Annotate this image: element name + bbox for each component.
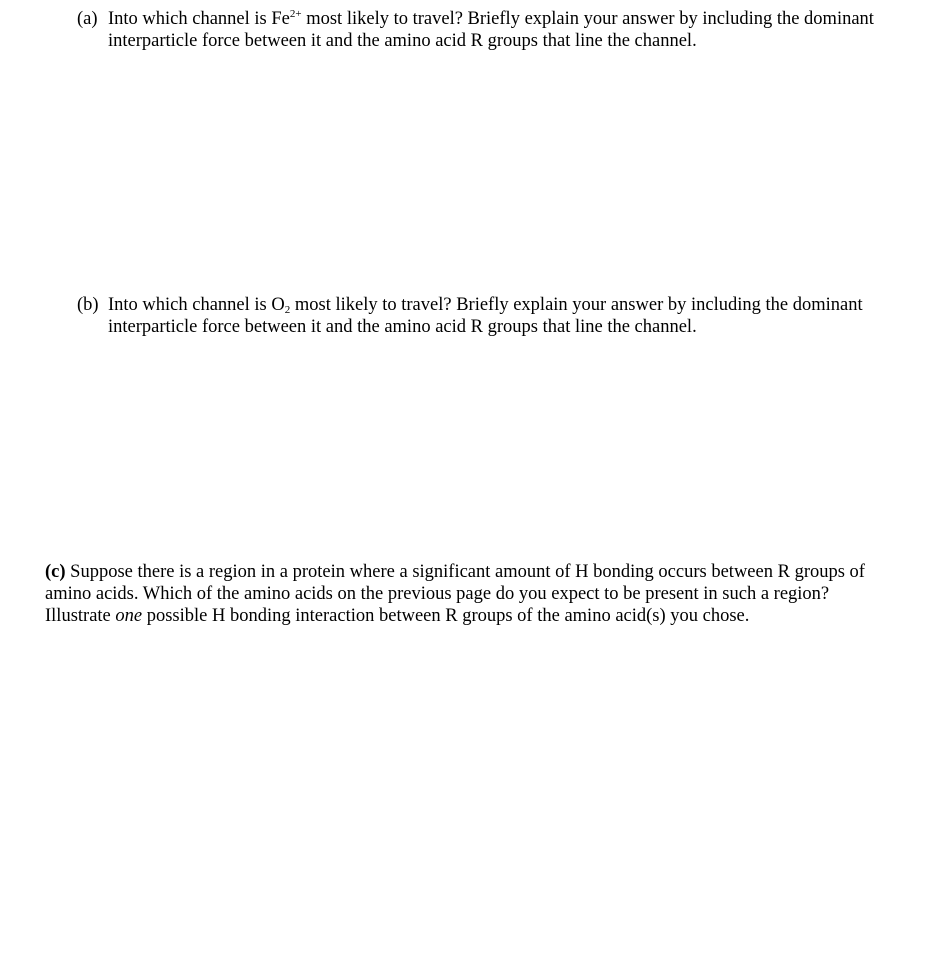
question-a-text-part1: Into which channel is Fe	[108, 9, 290, 29]
question-a	[77, 8, 917, 52]
question-c-emphasis: one	[115, 606, 143, 626]
question-a-text-part2: most likely to travel? Briefly explain your answer by including the dominant interparticle force between it and the amino acid R groups that line the channel.	[108, 9, 874, 51]
question-b-subscript: 2	[284, 304, 291, 316]
question-b-text	[108, 294, 917, 338]
question-b-label: (b)	[77, 295, 99, 315]
question-a-label: (a)	[77, 9, 98, 29]
question-a-text	[108, 8, 917, 52]
question-b-text-part2: most likely to travel? Briefly explain your answer by including the dominant interparticle force between it and the amino acid R groups that line the channel.	[108, 295, 863, 337]
question-c-text-part2: possible H bonding interaction between R groups of the amino acid(s) you chose.	[142, 606, 750, 626]
question-b	[77, 294, 917, 338]
question-a-charge: 2+	[289, 8, 302, 20]
question-c-text-part1: Suppose there is a region in a protein where a significant amount of H bonding occurs between R groups of amino acids. Which of the amino acids on the previous page do you expect to be present in such a region? Illustrate	[45, 562, 865, 626]
question-c-label: (c)	[45, 562, 66, 582]
question-b-text-part1: Into which channel is O	[108, 295, 285, 315]
question-c	[45, 561, 875, 627]
